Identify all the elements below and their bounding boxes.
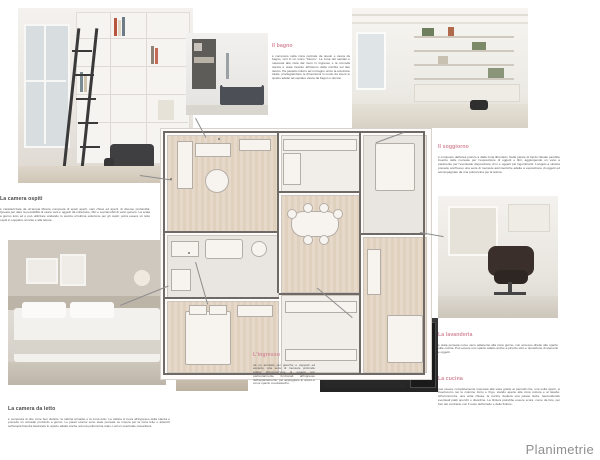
annotation-la-cucina	[438, 366, 560, 406]
annotation-body: è composto nella zona centrale da tavolo e vasca da bagno, unit in un unico "blocco". La zona del sanitari è nascosta alla vista dal muro in ingresso e la comoda doccia è stata incanto all'interno della nicchia sul lato destro. Ha pastello ridurre ad un bagno unico la soluzione totale, privilegiandone le dimensioni in modo da avere lo spazio adatto ad ospitare vasca da bagno e doccia.	[272, 53, 350, 81]
annotation-heading: La lavanderia	[438, 332, 473, 338]
annotation-l-ingresso	[253, 342, 315, 386]
annotation-body: è stata pensata come vano adiacente alla zona giorno, con accesso diretto allo spazio utile cucina. Può essere uno spazio adatto anche a piccolo stiro e riposizione di elementi e oggetti.	[438, 342, 558, 355]
annotation-heading: La cucina	[438, 376, 463, 382]
annotation-camera-ospiti	[0, 186, 150, 223]
annotation-body: è composta di due zone ben distinte: la cabina armadio e la zona letto. La cabina si trova all'ingresso della stanza e prevede un armadio profondo a giorno. Le pareti scarne sono state pensate su misura per la zona letto e attacchi sull'ampia finestra lasciando lo spazio adatto anche ad una poltroncina relax o ad un eventuale cassettiera.	[8, 416, 170, 429]
annotation-il-bagno	[272, 33, 350, 81]
annotation-body: può essere completamente nascosta alla vista grazie ai pannelli che, una volta aperti, si inseriscono nei le colonne forno e frigo, stando aperte alla zona cottura e al lavabo. All'occorrenza, una volta chiusa, la cucina risulterà una parete liscia, nascondendo eventuali piatti sporchi o disordine. La finitura potrebbe essere scura, come da foto, per ben dei contrasto con il resto dell'arredo e delle finiture.	[438, 386, 560, 406]
annotation-heading: La camera ospiti	[0, 196, 43, 202]
annotation-il-soggiorno	[438, 134, 560, 174]
annotation-body: è composto dall'area pranzo a dalla zona libreria/tv. Nella parete di fondo l'ideale sarebbe inserire delle mensole per l'esposizione di oggetti e libri, aggiungendo un vano a pavimento per l'eventuale disposizione di tv e oggetti più ingombranti. L'angolo a sinistra prevede anch'esso una serie di mensole asimmetriche adatte a esposizione di oggetti ed accompagnate da una poltroncina per la lettura.	[438, 154, 560, 174]
photo-camera-da-letto	[8, 240, 166, 385]
annotation-heading: Il soggiorno	[438, 144, 469, 150]
brand-logo: Planimetrie	[525, 442, 594, 457]
photo-il-soggiorno	[352, 8, 528, 128]
photo-il-bagno	[186, 33, 268, 115]
annotation-heading: Il bagno	[272, 43, 293, 49]
annotation-body: è caratterizzata da un'ampia libreria composta di spazi aperti, vani chiusi ed aperti, di diverse profondità. Questa per dare la possibilità di usare vani e oggetti da collezione, libri e sopramobili di vario genere. La scala a giorno letto ed è può utilizzare andando lo stanza un'ottima soluzione per gli ospiti: potrà essere un letto ospiti in soppalco al relax e alla lettura.	[0, 206, 150, 222]
annotation-body: da un armadio per giacche e cappotti ed accanto, una serie di mensole profonde adatte all'esposizione di oggetti non particolarmente funzionali all'ingresso dell'appartamento; per appoggiare lo sposo e come spazio svuotatasche.	[253, 362, 315, 386]
annotation-la-lavanderia	[438, 322, 558, 355]
annotation-heading: L'ingresso	[253, 352, 281, 358]
photo-la-lavanderia	[438, 196, 558, 318]
annotation-heading: La camera da letto	[8, 406, 56, 412]
annotation-la-camera-da-letto	[8, 396, 170, 429]
